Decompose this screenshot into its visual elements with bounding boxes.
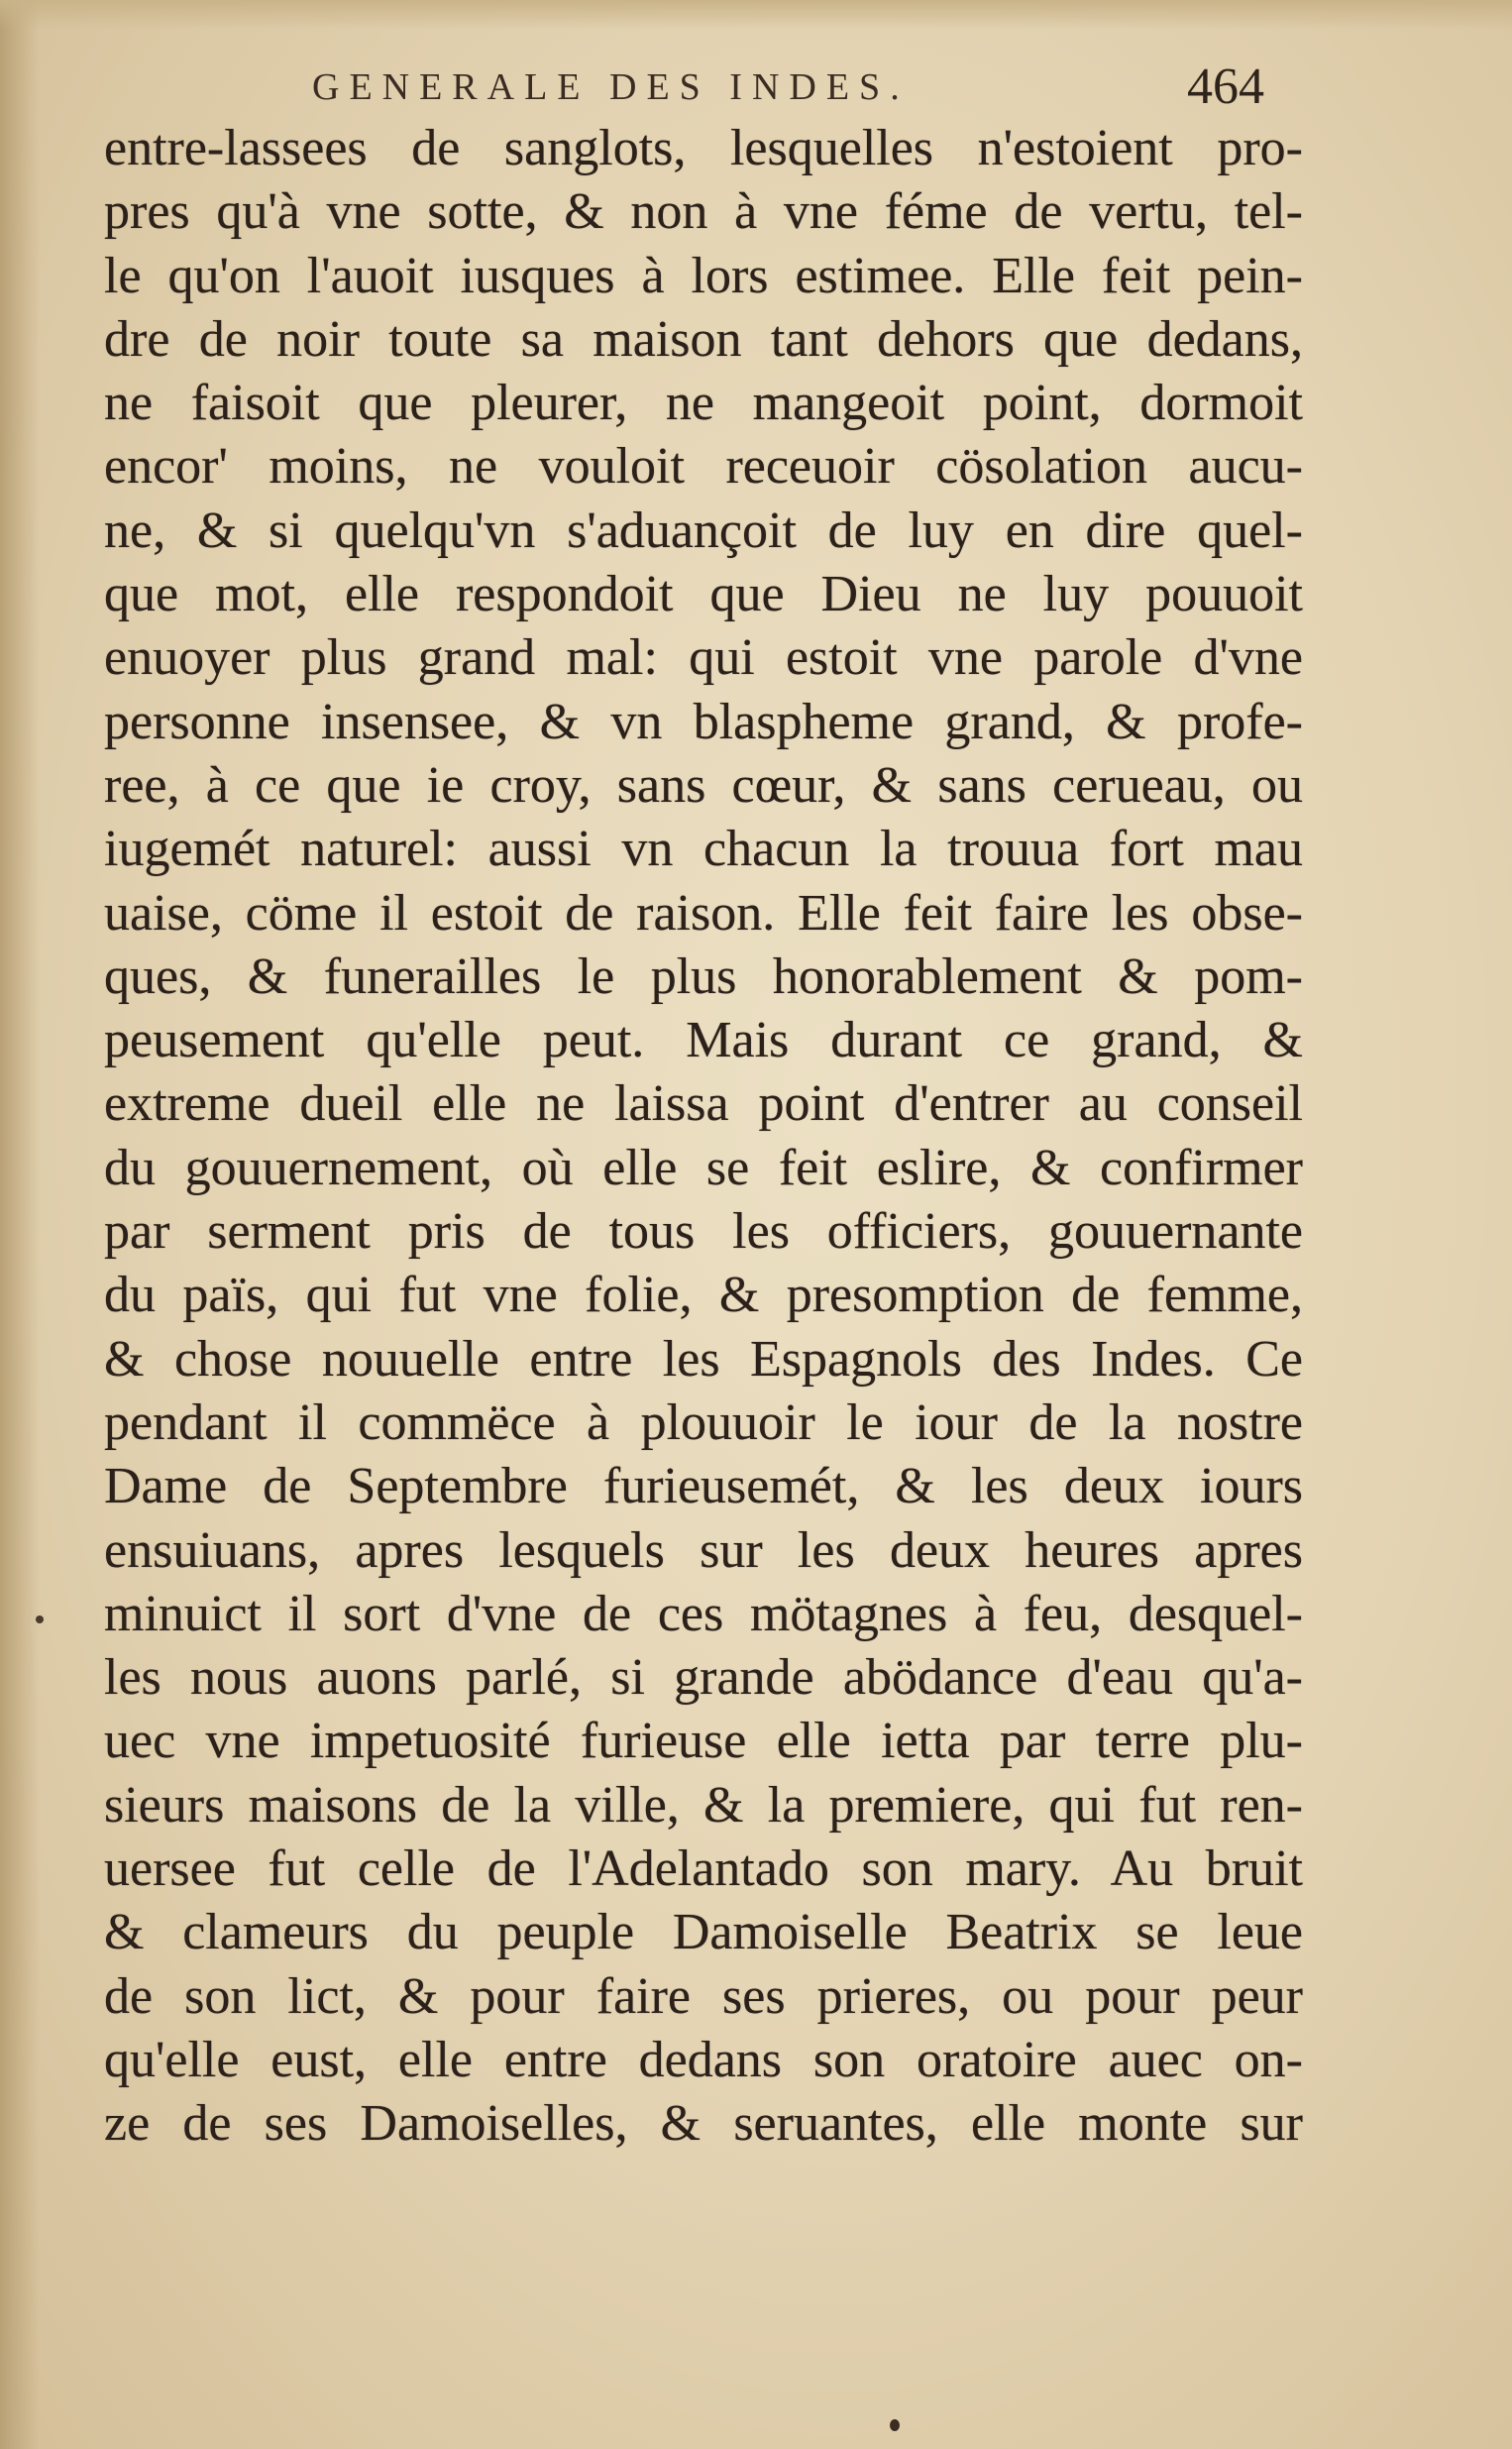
text-line: le qu'on l'auoit iusques à lors estimee. Elle feit pein- bbox=[104, 247, 1303, 304]
text-line: ensuiuans, apres lesquels sur les deux heures apres bbox=[104, 1521, 1303, 1579]
text-line: Dame de Septembre furieusemét, & les deux iours bbox=[104, 1458, 1303, 1515]
text-line: extreme dueil elle ne laissa point d'entrer au conseil bbox=[104, 1075, 1303, 1133]
page-number: 464 bbox=[1187, 58, 1264, 115]
text-line: iugemét naturel: aussi vn chacun la trouua fort mau bbox=[104, 821, 1303, 878]
text-line: ne, & si quelqu'vn s'aduançoit de luy en dire quel- bbox=[104, 501, 1303, 559]
text-line: ree, à ce que ie croy, sans cœur, & sans cerueau, ou bbox=[104, 756, 1303, 814]
text-line: uaise, cöme il estoit de raison. Elle feit faire les obse- bbox=[104, 884, 1303, 942]
text-line: uersee fut celle de l'Adelantado son mary. Au bruit bbox=[104, 1840, 1303, 1898]
text-line: sieurs maisons de la ville, & la premiere, qui fut ren- bbox=[104, 1776, 1303, 1834]
text-line: de son lict, & pour faire ses prieres, ou pour peur bbox=[104, 1967, 1303, 2025]
text-line: ne faisoit que pleurer, ne mangeoit point, dormoit bbox=[104, 375, 1303, 432]
text-line: dre de noir toute sa maison tant dehors que dedans, bbox=[104, 310, 1303, 368]
text-line: & clameurs du peuple Damoiselle Beatrix se leue bbox=[104, 1904, 1303, 1961]
text-line: du païs, qui fut vne folie, & presomption de femme, bbox=[104, 1267, 1303, 1324]
text-line: peusement qu'elle peut. Mais durant ce grand, & bbox=[104, 1012, 1303, 1069]
text-line: uec vne impetuosité furieuse elle ietta par terre plu- bbox=[104, 1713, 1303, 1770]
text-line: pendant il commëce à plouuoir le iour de la nostre bbox=[104, 1393, 1303, 1451]
text-line: qu'elle eust, elle entre dedans son oratoire auec on- bbox=[104, 2031, 1303, 2088]
text-line: personne insensee, & vn blaspheme grand, & profe- bbox=[104, 693, 1303, 750]
page-edge-shadow-left bbox=[0, 0, 40, 2449]
running-head bbox=[0, 57, 1512, 117]
text-line: & chose nouuelle entre les Espagnols des Indes. Ce bbox=[104, 1330, 1303, 1388]
foot-ink-dot bbox=[890, 2419, 900, 2431]
text-line: enuoyer plus grand mal: qui estoit vne parole d'vne bbox=[104, 629, 1303, 687]
text-line: encor' moins, ne vouloit receuoir cösolation aucu- bbox=[104, 438, 1303, 496]
page-edge-shadow-top bbox=[0, 0, 1512, 30]
text-line: par serment pris de tous les officiers, gouuernante bbox=[104, 1203, 1303, 1261]
text-line: du gouuernement, où elle se feit eslire, & confirmer bbox=[104, 1139, 1303, 1196]
text-line: ques, & funerailles le plus honorablement & pom- bbox=[104, 947, 1303, 1005]
text-line: que mot, elle respondoit que Dieu ne luy pouuoit bbox=[104, 566, 1303, 623]
margin-ink-dot bbox=[36, 1615, 44, 1623]
text-block bbox=[104, 117, 1303, 2157]
text-line: minuict il sort d'vne de ces mötagnes à feu, desquel- bbox=[104, 1585, 1303, 1642]
text-line: entre-lassees de sanglots, lesquelles n'estoient pro- bbox=[104, 120, 1303, 176]
running-title: GENERALE DES INDES. bbox=[312, 66, 910, 108]
text-line: pres qu'à vne sotte, & non à vne féme de vertu, tel- bbox=[104, 183, 1303, 241]
text-line: ze de ses Damoiselles, & seruantes, elle monte sur bbox=[104, 2095, 1303, 2153]
text-line: les nous auons parlé, si grande abödance d'eau qu'a- bbox=[104, 1649, 1303, 1707]
